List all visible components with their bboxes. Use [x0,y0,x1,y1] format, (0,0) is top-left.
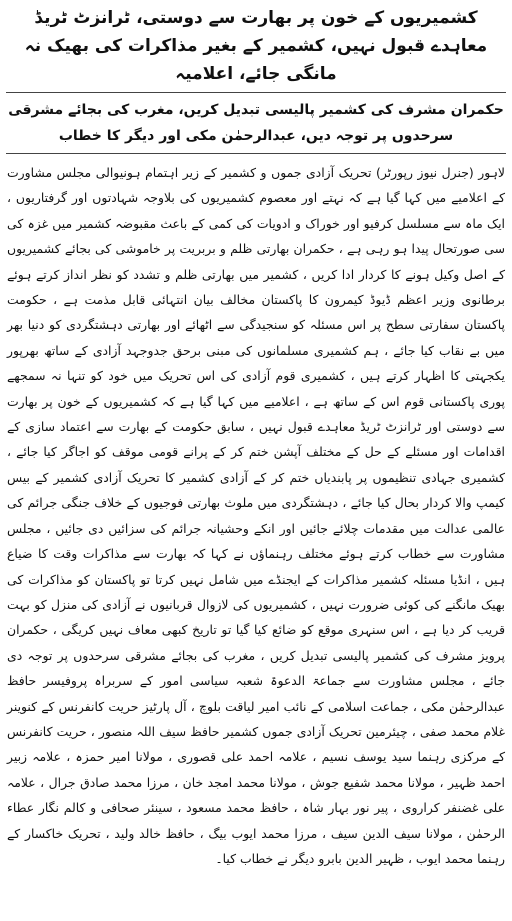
subheadline: حکمران مشرف کی کشمیر پالیسی تبدیل کریں، مغرب کی بجائے مشرقی سرحدوں پر توجہ دیں، عبدالرحمٰن مکی اور دیگر کا خطاب [8,102,504,144]
subheadline-divider [6,153,506,154]
headline-divider [6,92,506,93]
headline: کشمیریوں کے خون پر بھارت سے دوستی، ٹرانزٹ ٹریڈ معاہدے قبول نہیں، کشمیر کے بغیر مذاکرات کی بھیک نہ مانگی جائے، اعلامیہ [24,8,488,84]
article-body: لاہور (جنرل نیوز رپورٹر) تحریک آزادی جموں و کشمیر کے زیر اہتمام ہونیوالی مجلس مشاورت کے اعلامیے میں کہا گیا ہے کہ نہتے اور معصوم کشمیریوں کی بلاوجہ شہادتوں اور گرفتاریوں ، ایک ماہ سے مسلسل کرفیو اور خوراک و ادویات کی کمی کے باعث مقبوضہ کشمیر میں غزہ کی سی صورتحال پیدا ہو رہی ہے ، حکمران بھارتی ظلم و بربریت پر خاموشی کی بجائے کشمیریوں کے اصل وکیل ہونے کا کردار ادا کریں ، کشمیر میں بھارتی ظلم و تشدد کو نظر انداز کرتے ہوئے برطانوی وزیر اعظم ڈیوڈ کیمرون کا پاکستان مخالف بیان انتہائی قابل مذمت ہے ، حکومت پاکستان سفارتی سطح پر اس مسئلہ کو سنجیدگی سے اٹھائے اور بھارتی دہشتگردی کو دنیا بھر میں بے نقاب کیا جائے ، ہم کشمیری مسلمانوں کی مبنی برحق جدوجہد آزادی کے ساتھ بھرپور یکجہتی کا اظہار کرتے ہیں ، کشمیری قوم آزادی کی اس تحریک میں خود کو تنہا نہ سمجھے پوری پاکستانی قوم اس کے ساتھ ہے ، اعلامیے میں کہا گیا ہے کہ کشمیریوں کے خون پر بھارت سے دوستی اور ٹرانزٹ ٹریڈ معاہدے قبول نہیں ، سابق حکومت کے بھارت سے اعتماد سازی کے اقدامات اور مسئلے کے حل کے مختلف آپشن ختم کر کے پرانے قومی موقف کو اجاگر کیا جائے ، کشمیری جہادی تنظیموں پر پابندیاں ختم کر کے آزادی کشمیر کا تحریک آزادی کشمیر کے بیس کیمپ والا کردار بحال کیا جائے ، دہشتگردی میں ملوث بھارتی فوجیوں کے خلاف جنگی جرائم کی عالمی عدالت میں مقدمات چلائے جائیں اور انکے وحشیانہ جرائم کی سزائیں دی جائیں ، مجلس مشاورت سے خطاب کرتے ہوئے مختلف رہنماؤں نے کہا کہ بھارت سے مذاکرات وقت کا ضیاع ہیں ، انڈیا مسئلہ کشمیر مذاکرات کے ایجنڈے میں شامل نہیں کرتا تو پاکستان کو مذاکرات کی بھیک مانگنے کی کوئی ضرورت نہیں ، کشمیریوں کی لازوال قربانیوں نے آزادی کی منزل کو بہت قریب کر دیا ہے ، اس سنہری موقع کو ضائع کیا گیا تو تاریخ کبھی معاف نہیں کریگی ، حکمران پرویز مشرف کی کشمیر پالیسی تبدیل کریں ، مغرب کی بجائے مشرقی سرحدوں پر توجہ دی جائے ، مجلس مشاورت سے جماعۃ الدعوۃ شعبہ سیاسی امور کے سربراہ پروفیسر حافظ عبدالرحمٰن مکی ، جماعت اسلامی کے نائب امیر لیاقت بلوچ ، آل پارٹیز حریت کانفرنس کے کنوینر غلام محمد صفی ، چیئرمین تحریک آزادی جموں کشمیر حافظ سیف اللہ منصور ، حریت کانفرنس کے مرکزی رہنما سید یوسف نسیم ، علامہ احمد علی قصوری ، مولانا امیر حمزہ ، علامہ زبیر احمد ظہیر ، مولانا محمد شفیع جوش ، مولانا محمد امجد خان ، مرزا محمد صادق جرال ، علامہ علی غضنفر کراروی ، پیر نور بہار شاہ ، حافظ محمد مسعود ، سینئر صحافی و کالم نگار عطاء الرحمٰن ، مولانا سیف الدین سیف ، مرزا محمد ایوب بیگ ، حافظ خالد ولید ، تحریک خاکسار کے رہنما محمد ایوب ، ظہیر الدین بابرو دیگر نے خطاب کیا۔ [7,165,505,866]
